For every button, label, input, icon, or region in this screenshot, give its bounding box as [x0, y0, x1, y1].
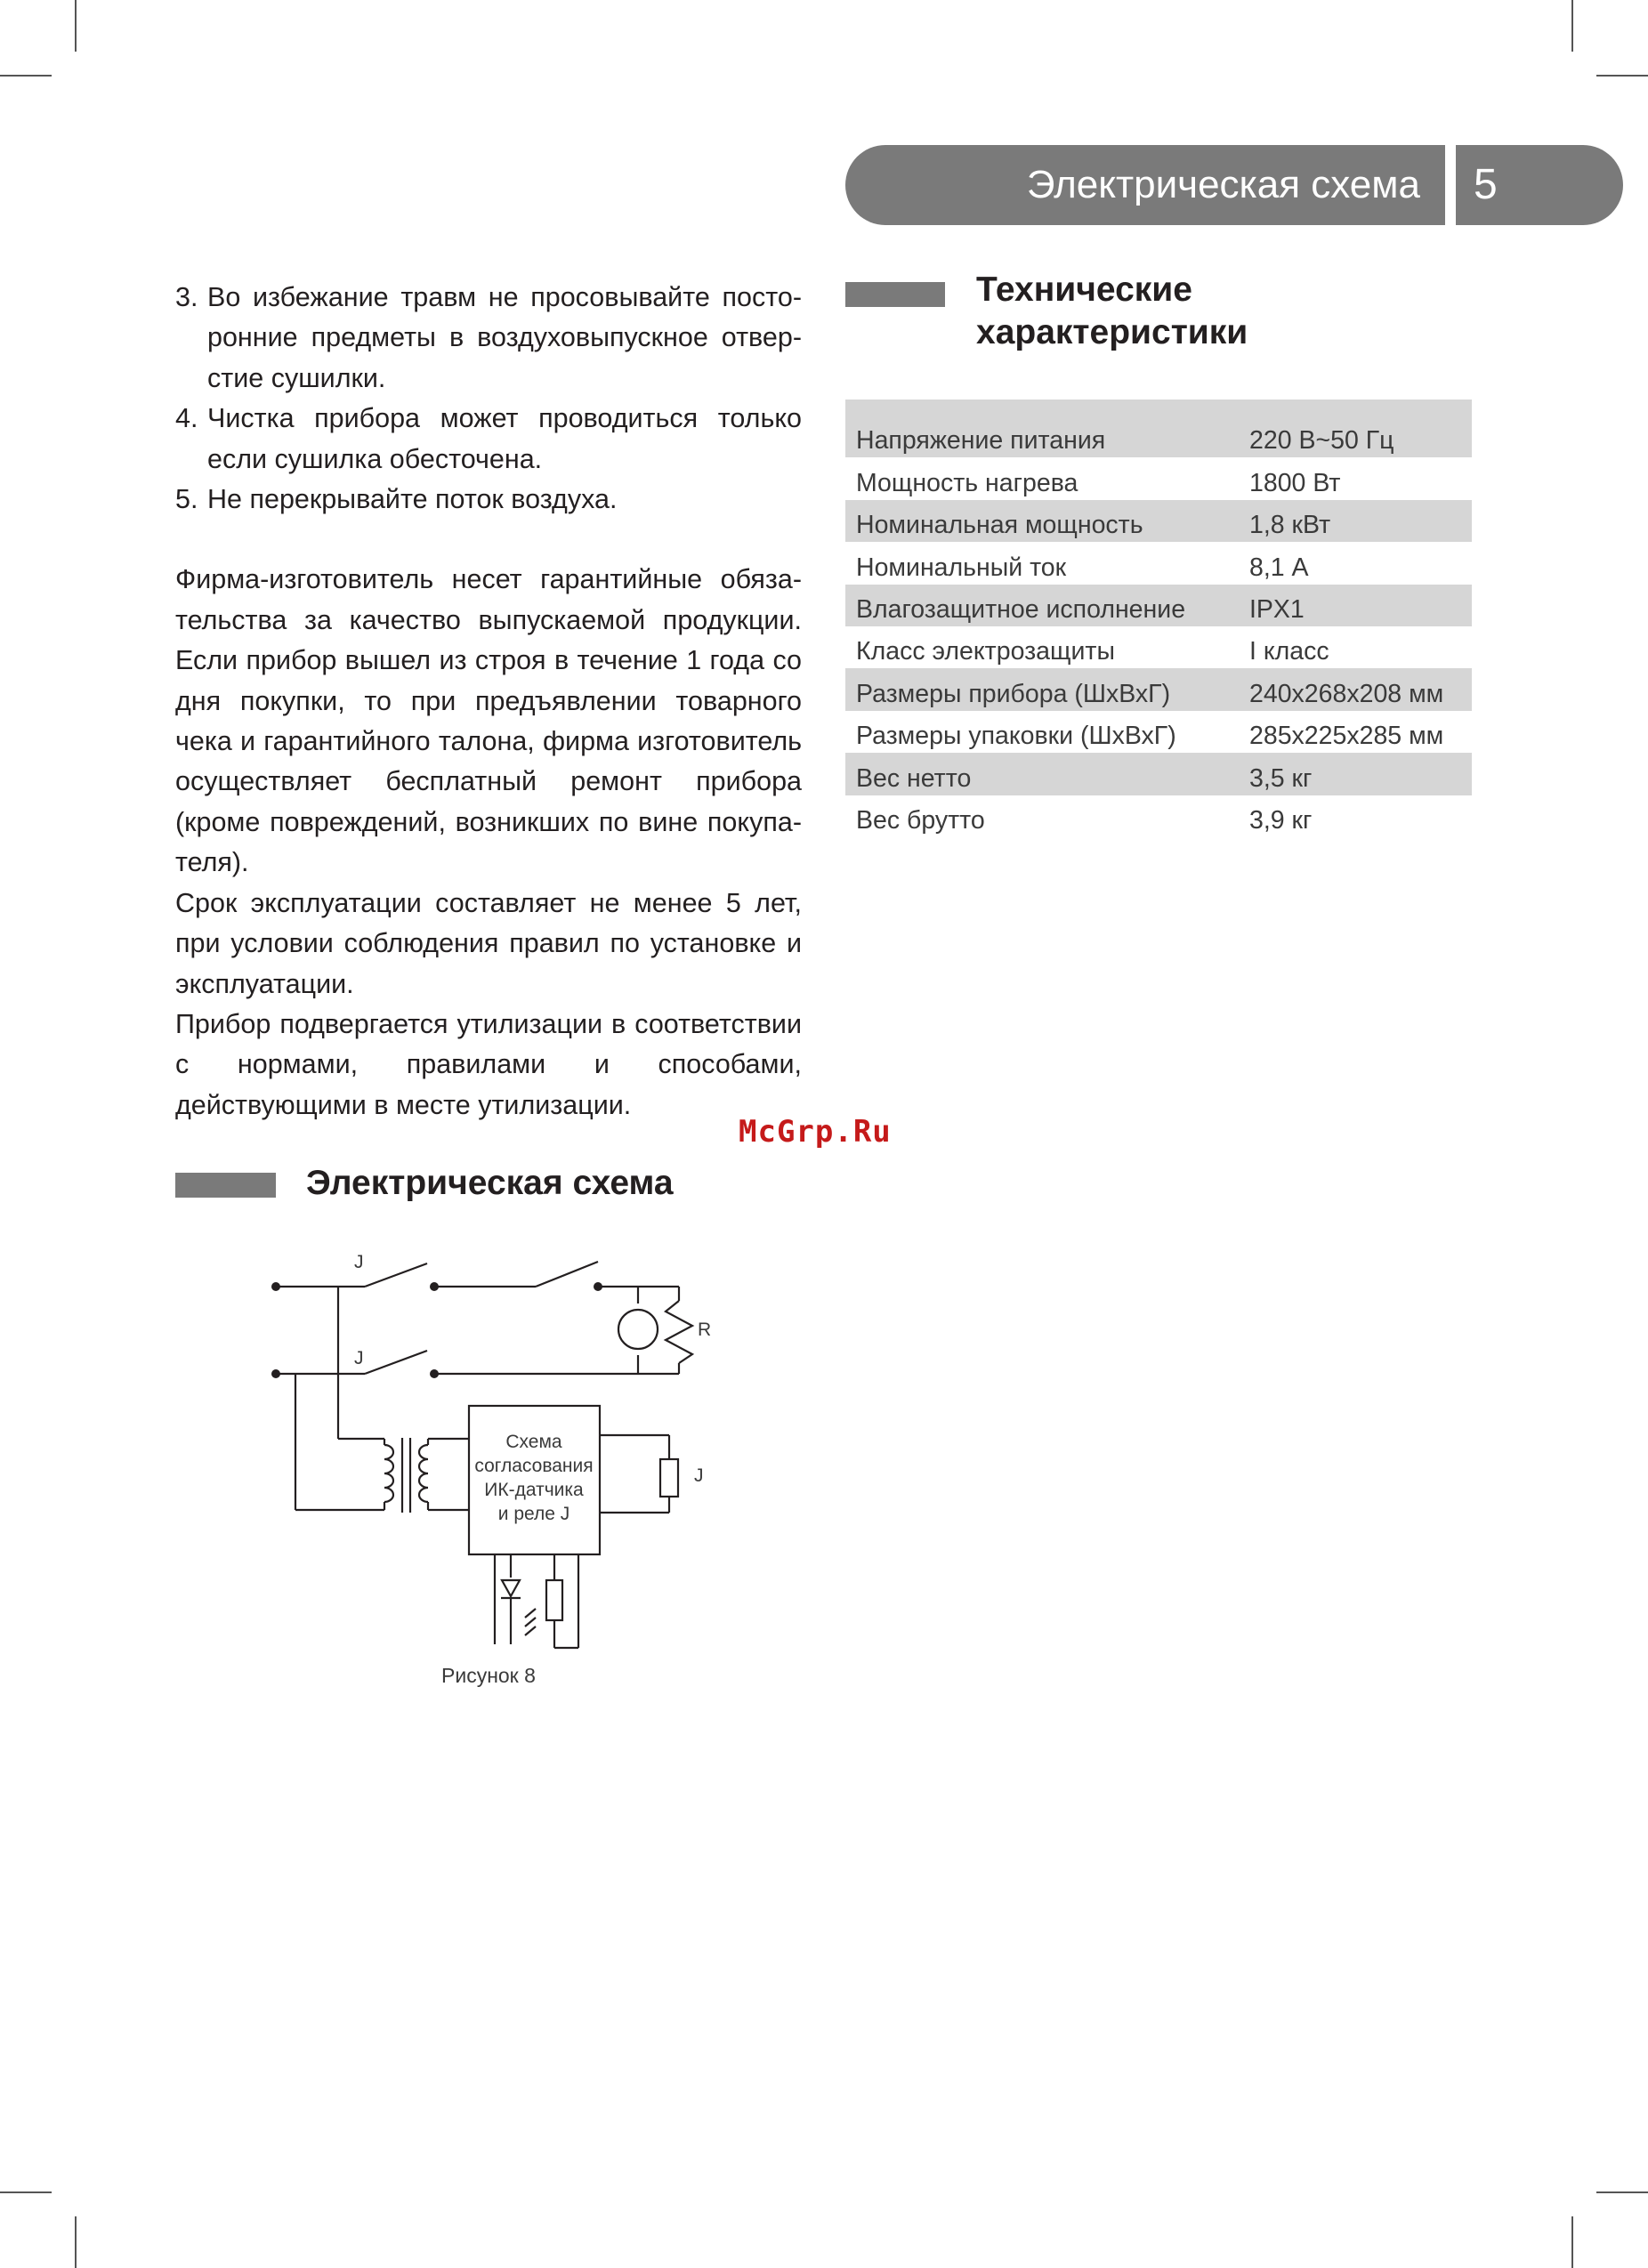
spec-label: Вес нетто: [845, 753, 1249, 795]
table-row: [845, 500, 1472, 542]
spec-value: 285х225х285 мм: [1249, 722, 1444, 751]
spec-label: Напряжение питания: [845, 416, 1249, 457]
warranty-paragraph: Фирма-изготовитель несет гарантийные обязательства за качество выпускаемой продукции. Если прибор вышел из строя в течение 1 года со дня покупки, то при предъявлении товарного чека и гарантийного талона, фирма изготовитель осуществляет бесплатный ремонт прибора (кроме повреждений, возникших по вине покупателя).: [175, 564, 802, 878]
disposal-paragraph: Прибор подвергается утилизации в соответствии с нормами, правилами и способами, действующими в месте утилизации.: [175, 1008, 802, 1120]
list-item-text: Во избежание травм не просовывайте посторонние предметы в воздуховыпускное отверстие сушилки.: [207, 282, 802, 393]
section-marker-bar: [845, 282, 945, 307]
spec-value: 3,5 кг: [1249, 753, 1472, 795]
box-label: согласования: [474, 1456, 594, 1476]
spec-value: 220 В~50 Гц: [1249, 416, 1472, 457]
table-row: [845, 711, 1472, 753]
crop-mark: [0, 75, 52, 77]
crop-mark: [1571, 2216, 1573, 2268]
list-item-number: 5.: [175, 484, 198, 515]
spec-value: IPX1: [1249, 585, 1472, 626]
box-label: и реле J: [497, 1504, 570, 1524]
crop-mark: [1596, 2191, 1648, 2193]
list-item-number: 3.: [175, 282, 198, 312]
crop-mark: [75, 2216, 77, 2268]
table-row: [845, 542, 1472, 584]
table-row: [845, 753, 1472, 795]
crop-mark: [1571, 0, 1573, 52]
service-life-paragraph: Срок эксплуатации составляет не менее 5 лет, при условии соблюдения правил по установке и эксплуатации.: [175, 887, 802, 999]
spec-label: Мощность нагрева: [856, 468, 1078, 497]
table-row: [845, 585, 1472, 626]
section-marker-bar: [175, 1173, 276, 1198]
spec-value: I класс: [1249, 637, 1329, 666]
table-row: [845, 416, 1472, 457]
resistor-label: R: [698, 1320, 712, 1340]
list-item: [175, 278, 802, 399]
switch-label: J: [354, 1252, 364, 1272]
left-column: [175, 278, 802, 1126]
spec-value: 1800 Вт: [1249, 468, 1341, 497]
spec-label: Номинальный ток: [856, 553, 1067, 582]
spec-value: 240х268х208 мм: [1249, 668, 1472, 710]
header-section-title: Электрическая схема: [845, 145, 1445, 225]
switch-label: J: [354, 1348, 364, 1368]
list-item: [175, 399, 802, 480]
crop-mark: [1596, 75, 1648, 77]
scheme-title: Электрическая схема: [306, 1164, 674, 1202]
box-label: Схема: [505, 1432, 562, 1452]
list-item-number: 4.: [175, 403, 198, 434]
specs-title: [976, 269, 1248, 354]
list-item-text: Не перекрывайте поток воздуха.: [207, 484, 618, 515]
spec-label: Размеры прибора (ШхВхГ): [845, 668, 1249, 710]
table-row: [845, 668, 1472, 710]
watermark: McGrp.Ru: [739, 1114, 892, 1150]
relay-label: J: [694, 1465, 704, 1486]
page-number: 5: [1456, 145, 1623, 225]
spec-label: Номинальная мощность: [845, 500, 1249, 542]
figure-caption: Рисунок 8: [441, 1664, 536, 1687]
spec-label: Вес брутто: [856, 805, 985, 835]
spec-label: Размеры упаковки (ШхВхГ): [856, 722, 1176, 751]
specs-table: [845, 400, 1472, 837]
spec-value: 8,1 А: [1249, 553, 1309, 582]
specs-title-line2: характеристики: [976, 313, 1248, 351]
spec-label: Класс электрозащиты: [856, 637, 1115, 666]
spec-value: 3,9 кг: [1249, 805, 1313, 835]
table-row: [845, 457, 1472, 499]
box-label: ИК-датчика: [484, 1480, 584, 1500]
table-row: [845, 626, 1472, 668]
list-item-text: Чистка прибора может проводиться только если сушилка обесточена.: [207, 403, 802, 474]
spec-label: Влагозащитное исполнение: [845, 585, 1249, 626]
list-item: [175, 480, 802, 520]
crop-mark: [0, 2191, 52, 2193]
crop-mark: [75, 0, 77, 52]
table-row: [845, 795, 1472, 837]
specs-title-line1: Технические: [976, 270, 1192, 309]
spec-value: 1,8 кВт: [1249, 500, 1472, 542]
